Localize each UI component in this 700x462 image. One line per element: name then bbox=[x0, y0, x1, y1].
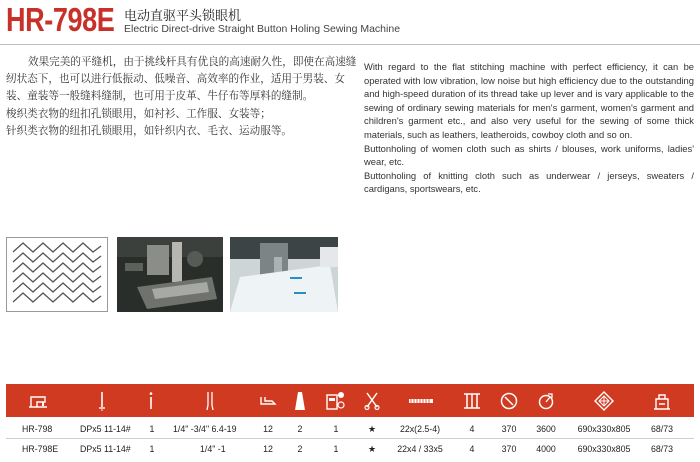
stitch-length-icon bbox=[408, 384, 434, 417]
desc-en-paragraph-1: With regard to the flat stitching machine with perfect efficiency, it can be operated with low vibration, low noise but high efficiency due to the outstanding and high-speed duration of its thread take up lever and is vary applicable to the sewing of ordinary sewing materials for men's garment, women's garment and children's garment etc., and also very useful for the sewing of some thick materials, such as leathers, leatheroids, cowboy cloth and so on. bbox=[364, 61, 694, 140]
row-v5: 370 bbox=[501, 444, 517, 454]
weight-icon bbox=[651, 384, 673, 417]
divider bbox=[0, 44, 700, 45]
package-icon bbox=[593, 384, 615, 417]
needle-bar-stroke-icon bbox=[202, 384, 218, 417]
row-model: HR-798E bbox=[22, 444, 59, 454]
row-trim: ★ bbox=[368, 424, 376, 434]
thread-trimmer-icon bbox=[362, 384, 382, 417]
row-model: HR-798 bbox=[22, 424, 53, 434]
speed-icon bbox=[499, 384, 519, 417]
row-needles: 1 bbox=[149, 444, 155, 454]
row-weight: 68/73 bbox=[650, 444, 674, 454]
spec-row bbox=[6, 420, 694, 439]
motor-speed-icon bbox=[536, 384, 556, 417]
title-chinese: 电动直驱平头锁眼机 bbox=[124, 8, 242, 23]
row-v1: 12 bbox=[263, 444, 273, 454]
row-v5: 370 bbox=[501, 424, 517, 434]
sewing-machine-icon bbox=[26, 384, 50, 417]
spec-row bbox=[6, 440, 694, 458]
fabric-buttonhole-image bbox=[230, 237, 338, 312]
description-english bbox=[364, 60, 694, 196]
spec-icon-bar bbox=[6, 384, 694, 417]
row-speed: 4000 bbox=[536, 444, 556, 454]
row-v3: 1 bbox=[333, 444, 339, 454]
desc-cn-paragraph-2: 梭织类衣物的纽扣孔锁眼用，如衬衫、工作服、女装等； bbox=[6, 108, 271, 120]
row-needle: DPx5 11-14# bbox=[80, 444, 131, 454]
row-needles: 1 bbox=[149, 424, 155, 434]
row-v1: 12 bbox=[263, 424, 273, 434]
row-needle: DPx5 11-14# bbox=[80, 424, 131, 434]
presser-foot-icon bbox=[258, 384, 278, 417]
row-range: 1/4" -1 bbox=[200, 444, 226, 454]
row-v4: 4 bbox=[469, 444, 475, 454]
stitch-pattern-image bbox=[6, 237, 108, 312]
row-size: 690x330x805 bbox=[577, 424, 631, 434]
desc-cn-paragraph-1: 效果完美的平缝机，由于挑线杆具有优良的高速耐久性，即使在高速缝纫状态下，也可以进行低振动、低噪音、高效率的作业，适用于男装、女装、童装等一般缝料缝制，也可用于皮革、牛仔布等厚料的缝制。 bbox=[6, 56, 357, 102]
desc-cn-paragraph-3: 针织类衣物的纽扣孔锁眼用，如针织内衣、毛衣、运动服等。 bbox=[6, 125, 293, 137]
row-v3: 1 bbox=[333, 424, 339, 434]
electronic-control-icon bbox=[324, 384, 348, 417]
row-stitch: 22x(2.5-4) bbox=[399, 424, 441, 434]
model-title: HR-798E bbox=[6, 1, 115, 38]
row-v4: 4 bbox=[469, 424, 475, 434]
needle-icon bbox=[94, 384, 110, 417]
row-speed: 3600 bbox=[536, 424, 556, 434]
row-stitch: 22x4 / 33x5 bbox=[397, 444, 443, 454]
row-v2: 2 bbox=[297, 424, 303, 434]
thread-cone-icon bbox=[292, 384, 308, 417]
row-range: 1/4" -3/4" 6.4-19 bbox=[173, 424, 237, 434]
row-trim: ★ bbox=[368, 444, 376, 454]
header bbox=[0, 0, 700, 42]
row-weight: 68/73 bbox=[650, 424, 674, 434]
description-chinese bbox=[6, 54, 366, 140]
row-v2: 2 bbox=[297, 444, 303, 454]
bobbin-icon bbox=[462, 384, 482, 417]
row-size: 690x330x805 bbox=[577, 444, 631, 454]
presser-foot-closeup-image bbox=[117, 237, 223, 312]
desc-en-paragraph-2: Buttonholing of women cloth such as shirts / blouses, work uniforms, ladies' wear, etc. bbox=[364, 142, 694, 168]
title-english: Electric Direct-drive Straight Button Holing Sewing Machine bbox=[124, 23, 401, 35]
desc-en-paragraph-3: Buttonholing of knitting cloth such as underwear / jerseys, sweaters / cardigans, sportswears, etc. bbox=[364, 169, 694, 195]
needle-count-icon bbox=[145, 384, 157, 417]
